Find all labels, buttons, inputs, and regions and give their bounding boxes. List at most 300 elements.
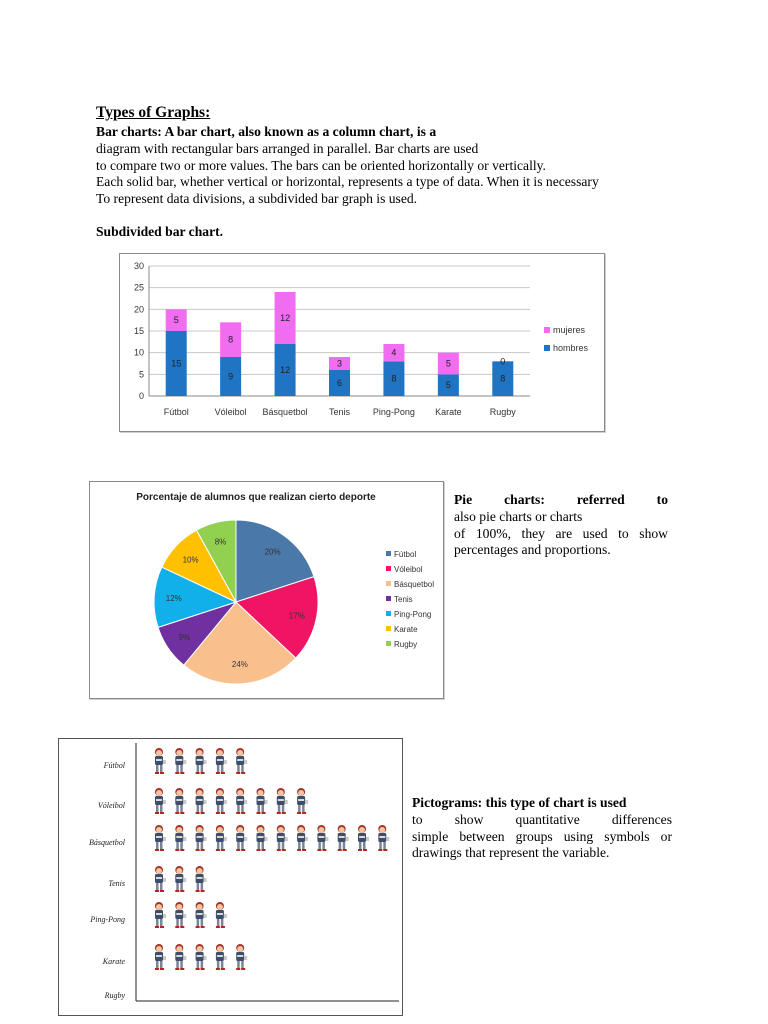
player-arm bbox=[183, 956, 186, 960]
player-stripe bbox=[217, 955, 223, 957]
player-shoe bbox=[241, 812, 245, 814]
player-stripe bbox=[217, 836, 223, 838]
player-stripe bbox=[156, 913, 162, 915]
player-stripe bbox=[278, 836, 284, 838]
player-shoe bbox=[196, 849, 200, 851]
player-arm bbox=[204, 800, 207, 804]
player-shoe bbox=[257, 812, 261, 814]
player-leg bbox=[221, 842, 224, 850]
player-leg bbox=[176, 961, 179, 969]
player-shoe bbox=[236, 968, 240, 970]
player-icon bbox=[175, 825, 186, 851]
player-face bbox=[156, 790, 162, 796]
player-leg bbox=[176, 883, 179, 891]
player-arm bbox=[163, 837, 166, 841]
player-arm bbox=[183, 837, 186, 841]
player-shoe bbox=[201, 812, 205, 814]
y-tick-label: 10 bbox=[133, 347, 144, 358]
player-face bbox=[258, 790, 264, 796]
player-arm bbox=[163, 800, 166, 804]
player-icon bbox=[196, 825, 207, 851]
player-face bbox=[298, 790, 304, 796]
player-icon bbox=[175, 748, 186, 774]
player-arm bbox=[244, 956, 247, 960]
player-face bbox=[156, 946, 162, 952]
player-stripe bbox=[217, 799, 223, 801]
player-shoe bbox=[241, 968, 245, 970]
player-stripe bbox=[318, 836, 324, 838]
pie-legend-swatch bbox=[386, 626, 391, 631]
pie-slice-label: 9% bbox=[178, 633, 191, 643]
player-leg bbox=[262, 842, 265, 850]
player-leg bbox=[298, 842, 301, 850]
player-leg bbox=[221, 919, 224, 927]
player-shoe bbox=[343, 849, 347, 851]
player-shoe bbox=[201, 968, 205, 970]
player-leg bbox=[318, 842, 321, 850]
player-leg bbox=[241, 961, 244, 969]
bar-label-hombres: 12 bbox=[280, 365, 291, 375]
player-stripe bbox=[197, 799, 203, 801]
player-leg bbox=[258, 805, 261, 813]
player-leg bbox=[160, 961, 163, 969]
player-leg bbox=[197, 919, 200, 927]
picto-text-line-4: drawings that represent the variable. bbox=[412, 845, 610, 861]
bar-intro-line-3: to compare two or more values. The bars can be oriented horizontally or vertically. bbox=[96, 157, 546, 173]
player-shoe bbox=[175, 849, 179, 851]
player-icon bbox=[236, 788, 247, 814]
player-shoe bbox=[160, 772, 164, 774]
player-leg bbox=[302, 842, 305, 850]
player-face bbox=[237, 946, 243, 952]
player-stripe bbox=[176, 836, 182, 838]
player-icon bbox=[155, 788, 166, 814]
player-shoe bbox=[277, 849, 281, 851]
player-stripe bbox=[176, 877, 182, 879]
player-face bbox=[156, 827, 162, 833]
player-leg bbox=[237, 805, 240, 813]
player-shoe bbox=[175, 772, 179, 774]
player-leg bbox=[201, 961, 204, 969]
category-label: Karate bbox=[435, 407, 462, 417]
player-arm bbox=[244, 837, 247, 841]
bar-label-mujeres: 4 bbox=[391, 347, 397, 358]
player-leg bbox=[241, 842, 244, 850]
player-shoe bbox=[216, 812, 220, 814]
player-leg bbox=[359, 842, 362, 850]
player-face bbox=[258, 827, 264, 833]
player-leg bbox=[180, 883, 183, 891]
player-leg bbox=[197, 805, 200, 813]
player-icon bbox=[196, 748, 207, 774]
player-arm bbox=[163, 914, 166, 918]
player-stripe bbox=[176, 759, 182, 761]
player-leg bbox=[282, 842, 285, 850]
player-leg bbox=[180, 765, 183, 773]
player-shoe bbox=[282, 812, 286, 814]
player-shoe bbox=[160, 968, 164, 970]
pie-legend-swatch bbox=[386, 551, 391, 556]
picto-text-line-2: to show quantitative differences bbox=[412, 811, 672, 827]
pie-slice-label: 12% bbox=[165, 594, 182, 604]
player-arm bbox=[163, 956, 166, 960]
player-shoe bbox=[302, 849, 306, 851]
player-face bbox=[197, 750, 203, 756]
player-arm bbox=[305, 837, 308, 841]
player-shoe bbox=[221, 926, 225, 928]
player-face bbox=[217, 790, 223, 796]
player-leg bbox=[197, 765, 200, 773]
player-icon bbox=[236, 944, 247, 970]
bar-label-mujeres: 5 bbox=[445, 358, 451, 369]
picto-text-line-1: Pictograms: this type of chart is used bbox=[412, 795, 627, 810]
player-leg bbox=[237, 842, 240, 850]
player-leg bbox=[197, 842, 200, 850]
player-arm bbox=[265, 800, 268, 804]
player-stripe bbox=[156, 836, 162, 838]
player-icon bbox=[216, 825, 227, 851]
y-tick-label: 20 bbox=[133, 304, 144, 315]
pie-legend-swatch bbox=[386, 611, 391, 616]
player-leg bbox=[339, 842, 342, 850]
player-leg bbox=[217, 961, 220, 969]
player-leg bbox=[176, 919, 179, 927]
bar-intro-line-2: diagram with rectangular bars arranged in parallel. Bar charts are used bbox=[96, 140, 479, 156]
player-stripe bbox=[197, 759, 203, 761]
player-arm bbox=[285, 800, 288, 804]
player-shoe bbox=[201, 772, 205, 774]
player-leg bbox=[298, 805, 301, 813]
player-leg bbox=[156, 883, 159, 891]
player-shoe bbox=[221, 968, 225, 970]
player-shoe bbox=[241, 772, 245, 774]
player-icon bbox=[216, 748, 227, 774]
player-arm bbox=[224, 800, 227, 804]
player-shoe bbox=[180, 772, 184, 774]
player-stripe bbox=[156, 759, 162, 761]
player-icon bbox=[216, 902, 227, 928]
player-stripe bbox=[156, 955, 162, 957]
legend-swatch bbox=[544, 327, 550, 333]
player-leg bbox=[176, 842, 179, 850]
player-leg bbox=[217, 765, 220, 773]
player-icon bbox=[155, 825, 166, 851]
player-leg bbox=[180, 961, 183, 969]
player-arm bbox=[224, 837, 227, 841]
player-shoe bbox=[221, 812, 225, 814]
player-leg bbox=[322, 842, 325, 850]
player-shoe bbox=[196, 812, 200, 814]
player-face bbox=[339, 827, 345, 833]
picto-category-label: Karate bbox=[102, 957, 125, 966]
player-leg bbox=[201, 883, 204, 891]
player-leg bbox=[156, 961, 159, 969]
player-stripe bbox=[217, 759, 223, 761]
player-leg bbox=[176, 765, 179, 773]
player-leg bbox=[180, 805, 183, 813]
category-label: Básquetbol bbox=[262, 407, 308, 417]
player-icon bbox=[175, 944, 186, 970]
player-shoe bbox=[378, 849, 382, 851]
pie-slice-label: 24% bbox=[231, 660, 248, 670]
player-shoe bbox=[216, 968, 220, 970]
player-leg bbox=[176, 805, 179, 813]
pictogram-description bbox=[412, 795, 672, 862]
player-face bbox=[298, 827, 304, 833]
bar-label-hombres: 8 bbox=[500, 373, 506, 384]
category-label: Rugby bbox=[489, 407, 516, 417]
player-leg bbox=[160, 842, 163, 850]
bar-label-mujeres: 12 bbox=[280, 313, 291, 323]
player-leg bbox=[217, 805, 220, 813]
player-shoe bbox=[175, 968, 179, 970]
player-shoe bbox=[216, 926, 220, 928]
player-face bbox=[176, 750, 182, 756]
bar-label-hombres: 15 bbox=[171, 358, 182, 369]
player-icon bbox=[196, 788, 207, 814]
pie-text-line-2: also pie charts or charts bbox=[454, 508, 583, 524]
player-stripe bbox=[359, 836, 365, 838]
player-shoe bbox=[175, 890, 179, 892]
player-icon bbox=[338, 825, 349, 851]
player-leg bbox=[180, 919, 183, 927]
player-icon bbox=[277, 825, 288, 851]
pie-text-line-1: Pie charts: referred to bbox=[454, 492, 668, 507]
player-stripe bbox=[197, 955, 203, 957]
bar-label-hombres: 8 bbox=[391, 373, 397, 384]
player-leg bbox=[197, 961, 200, 969]
subdivided-bar-title: Subdivided bar chart. bbox=[96, 224, 224, 239]
player-stripe bbox=[197, 877, 203, 879]
player-leg bbox=[282, 805, 285, 813]
player-face bbox=[217, 827, 223, 833]
player-leg bbox=[156, 765, 159, 773]
player-face bbox=[156, 904, 162, 910]
player-face bbox=[217, 904, 223, 910]
player-arm bbox=[244, 800, 247, 804]
player-face bbox=[237, 790, 243, 796]
player-leg bbox=[221, 765, 224, 773]
player-arm bbox=[204, 837, 207, 841]
player-arm bbox=[285, 837, 288, 841]
bar-intro-line-1: Bar charts: A bar chart, also known as a column chart, is a bbox=[96, 124, 437, 139]
player-shoe bbox=[262, 812, 266, 814]
legend-label: mujeres bbox=[553, 325, 586, 335]
picto-category-label: Básquetbol bbox=[89, 838, 125, 847]
bar-label-mujeres: 0 bbox=[500, 356, 506, 367]
player-arm bbox=[183, 878, 186, 882]
pie-legend-swatch bbox=[386, 641, 391, 646]
player-shoe bbox=[155, 812, 159, 814]
player-shoe bbox=[236, 812, 240, 814]
player-arm bbox=[204, 760, 207, 764]
bar-intro-line-4: Each solid bar, whether vertical or horizontal, represents a type of data. When it is necessary bbox=[96, 174, 599, 190]
player-icon bbox=[257, 825, 268, 851]
player-face bbox=[379, 827, 385, 833]
player-shoe bbox=[322, 849, 326, 851]
category-label: Ping-Pong bbox=[372, 407, 415, 417]
player-face bbox=[217, 946, 223, 952]
player-shoe bbox=[221, 849, 225, 851]
player-leg bbox=[197, 883, 200, 891]
pictogram-frame bbox=[58, 738, 403, 1016]
player-stripe bbox=[237, 955, 243, 957]
player-face bbox=[278, 827, 284, 833]
player-face bbox=[176, 868, 182, 874]
player-shoe bbox=[196, 772, 200, 774]
pie-legend-label: Fútbol bbox=[394, 550, 417, 559]
player-face bbox=[176, 827, 182, 833]
player-arm bbox=[204, 878, 207, 882]
player-stripe bbox=[258, 799, 264, 801]
pie-legend-swatch bbox=[386, 566, 391, 571]
player-arm bbox=[204, 914, 207, 918]
player-shoe bbox=[257, 849, 261, 851]
bar-label-hombres: 5 bbox=[445, 380, 451, 391]
bar-label-hombres: 6 bbox=[336, 378, 343, 388]
player-shoe bbox=[338, 849, 342, 851]
player-shoe bbox=[317, 849, 321, 851]
player-shoe bbox=[297, 849, 301, 851]
player-icon bbox=[175, 788, 186, 814]
player-stripe bbox=[156, 877, 162, 879]
player-leg bbox=[221, 805, 224, 813]
pie-legend-label: Rugby bbox=[394, 640, 418, 649]
player-leg bbox=[237, 765, 240, 773]
bar-label-mujeres: 5 bbox=[173, 315, 179, 326]
player-leg bbox=[160, 805, 163, 813]
player-icon bbox=[358, 825, 369, 851]
player-icon bbox=[196, 902, 207, 928]
bar-chart-description bbox=[96, 124, 672, 208]
player-icon bbox=[257, 788, 268, 814]
pie-chart bbox=[90, 482, 443, 698]
player-leg bbox=[201, 805, 204, 813]
category-label: Fútbol bbox=[163, 407, 189, 417]
player-arm bbox=[386, 837, 389, 841]
player-icon bbox=[175, 902, 186, 928]
player-face bbox=[197, 790, 203, 796]
player-stripe bbox=[298, 799, 304, 801]
player-shoe bbox=[180, 812, 184, 814]
pie-legend-swatch bbox=[386, 581, 391, 586]
player-icon bbox=[297, 788, 308, 814]
legend-label: hombres bbox=[553, 343, 589, 353]
player-arm bbox=[265, 837, 268, 841]
pie-legend-swatch bbox=[386, 596, 391, 601]
player-icon bbox=[155, 866, 166, 892]
player-arm bbox=[204, 956, 207, 960]
player-leg bbox=[156, 842, 159, 850]
picto-category-label: Tenis bbox=[108, 879, 125, 888]
player-leg bbox=[180, 842, 183, 850]
player-icon bbox=[216, 944, 227, 970]
player-face bbox=[278, 790, 284, 796]
player-stripe bbox=[176, 955, 182, 957]
player-shoe bbox=[196, 968, 200, 970]
y-tick-label: 0 bbox=[138, 391, 144, 401]
player-arm bbox=[244, 760, 247, 764]
player-face bbox=[217, 750, 223, 756]
player-face bbox=[237, 827, 243, 833]
player-shoe bbox=[221, 772, 225, 774]
legend-swatch bbox=[544, 345, 550, 351]
player-shoe bbox=[160, 926, 164, 928]
player-shoe bbox=[216, 772, 220, 774]
player-shoe bbox=[180, 849, 184, 851]
pie-slice-label: 20% bbox=[264, 547, 281, 557]
y-tick-label: 15 bbox=[133, 326, 144, 336]
player-leg bbox=[160, 919, 163, 927]
player-stripe bbox=[176, 799, 182, 801]
player-shoe bbox=[282, 849, 286, 851]
player-leg bbox=[201, 765, 204, 773]
player-shoe bbox=[262, 849, 266, 851]
player-stripe bbox=[379, 836, 385, 838]
player-shoe bbox=[175, 812, 179, 814]
player-arm bbox=[224, 914, 227, 918]
picto-text-line-3: simple between groups using symbols or bbox=[412, 828, 672, 844]
player-shoe bbox=[155, 926, 159, 928]
bar-label-hombres: 9 bbox=[228, 371, 234, 382]
player-icon bbox=[277, 788, 288, 814]
player-face bbox=[318, 827, 324, 833]
pie-slice-label: 10% bbox=[182, 555, 199, 565]
player-stripe bbox=[298, 836, 304, 838]
player-shoe bbox=[180, 926, 184, 928]
player-shoe bbox=[175, 926, 179, 928]
player-leg bbox=[156, 919, 159, 927]
player-arm bbox=[163, 760, 166, 764]
player-shoe bbox=[155, 772, 159, 774]
player-leg bbox=[383, 842, 386, 850]
player-shoe bbox=[201, 849, 205, 851]
player-leg bbox=[217, 842, 220, 850]
player-leg bbox=[258, 842, 261, 850]
pictogram-chart bbox=[59, 739, 402, 1015]
player-stripe bbox=[278, 799, 284, 801]
player-shoe bbox=[383, 849, 387, 851]
pie-legend-label: Karate bbox=[394, 625, 418, 634]
player-leg bbox=[221, 961, 224, 969]
player-shoe bbox=[155, 849, 159, 851]
player-shoe bbox=[236, 849, 240, 851]
y-tick-label: 5 bbox=[138, 369, 144, 380]
player-face bbox=[359, 827, 365, 833]
player-shoe bbox=[160, 890, 164, 892]
player-face bbox=[156, 750, 162, 756]
picto-category-label: Rugby bbox=[104, 991, 125, 1000]
player-face bbox=[197, 904, 203, 910]
player-icon bbox=[155, 944, 166, 970]
player-face bbox=[156, 868, 162, 874]
category-label: Tenis bbox=[328, 407, 351, 417]
player-icon bbox=[378, 825, 389, 851]
player-leg bbox=[201, 842, 204, 850]
player-stripe bbox=[176, 913, 182, 915]
player-arm bbox=[163, 878, 166, 882]
player-shoe bbox=[236, 772, 240, 774]
player-leg bbox=[217, 919, 220, 927]
player-stripe bbox=[197, 836, 203, 838]
pie-legend-label: Básquetbol bbox=[394, 580, 435, 589]
player-leg bbox=[241, 765, 244, 773]
player-shoe bbox=[297, 812, 301, 814]
player-icon bbox=[216, 788, 227, 814]
player-face bbox=[197, 827, 203, 833]
pie-text-line-4: percentages and proportions. bbox=[454, 542, 611, 558]
player-shoe bbox=[358, 849, 362, 851]
